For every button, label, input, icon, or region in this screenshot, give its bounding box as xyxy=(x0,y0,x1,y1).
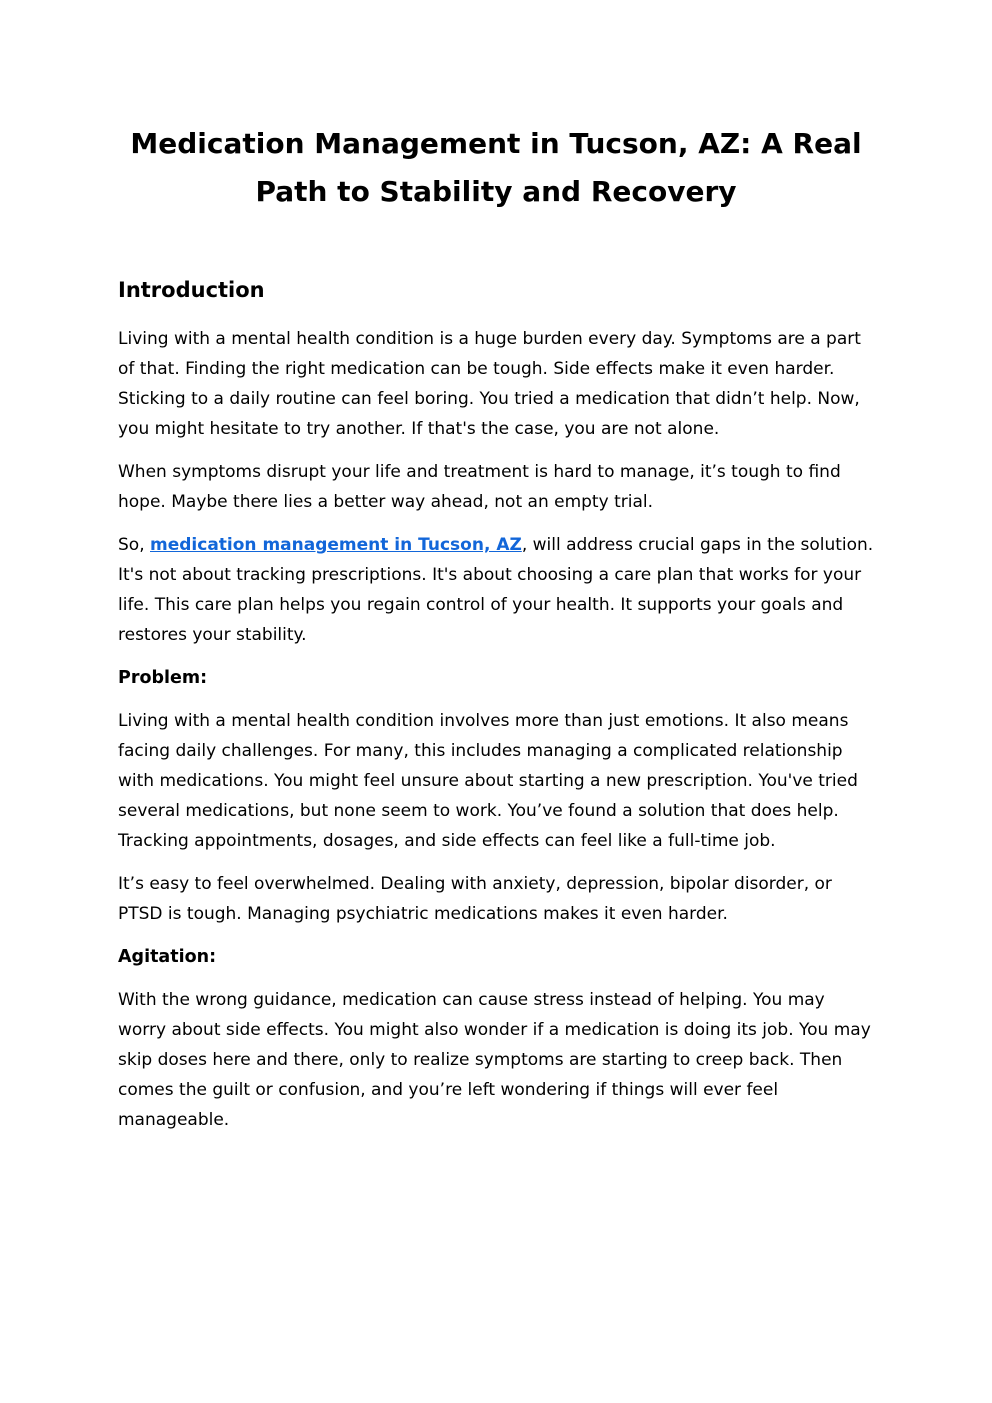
subheading-problem: Problem: xyxy=(118,668,208,688)
paragraph-intro-2: When symptoms disrupt your life and treatment is hard to manage, it’s tough to find hope. Maybe there lies a better way ahead, not an empty trial. xyxy=(118,462,841,512)
medication-management-link[interactable]: medication management in Tucson, AZ xyxy=(150,535,522,555)
subheading-agitation: Agitation: xyxy=(118,947,217,967)
paragraph-intro-1: Living with a mental health condition is a huge burden every day. Symptoms are a part of that. Finding the right medication can be tough. Side effects make it even harder. Sticking to a daily routine can feel boring. You tried a medication that didn’t help. Now, you might hesitate to try another. If that's the case, you are not alone. xyxy=(118,329,861,439)
document-title: Medication Management in Tucson, AZ: A Real Path to Stability and Recovery xyxy=(130,127,862,208)
paragraph-problem-1: Living with a mental health condition involves more than just emotions. It also means facing daily challenges. For many, this includes managing a complicated relationship with medications. You might feel unsure about starting a new prescription. You've tried several medications, but none seem to work. You’ve found a solution that does help. Tracking appointments, dosages, and side effects can feel like a full-time job. xyxy=(118,711,858,851)
paragraph-link xyxy=(118,530,874,650)
heading-introduction: Introduction xyxy=(118,278,265,302)
paragraph-agitation-1: With the wrong guidance, medication can cause stress instead of helping. You may worry about side effects. You might also wonder if a medication is doing its job. You may skip doses here and there, only to realize symptoms are starting to creep back. Then comes the guilt or confusion, and you’re left wondering if things will ever feel manageable. xyxy=(118,990,871,1130)
paragraph-link-prefix: So, xyxy=(118,535,150,555)
paragraph-problem-2: It’s easy to feel overwhelmed. Dealing with anxiety, depression, bipolar disorder, or PTSD is tough. Managing psychiatric medications makes it even harder. xyxy=(118,874,832,924)
paragraph-link-suffix: , will address crucial gaps in the solution. It's not about tracking prescriptions. It's about choosing a care plan that works for your life. This care plan helps you regain control of your health. It supports your goals and restores your stability. xyxy=(118,535,874,645)
